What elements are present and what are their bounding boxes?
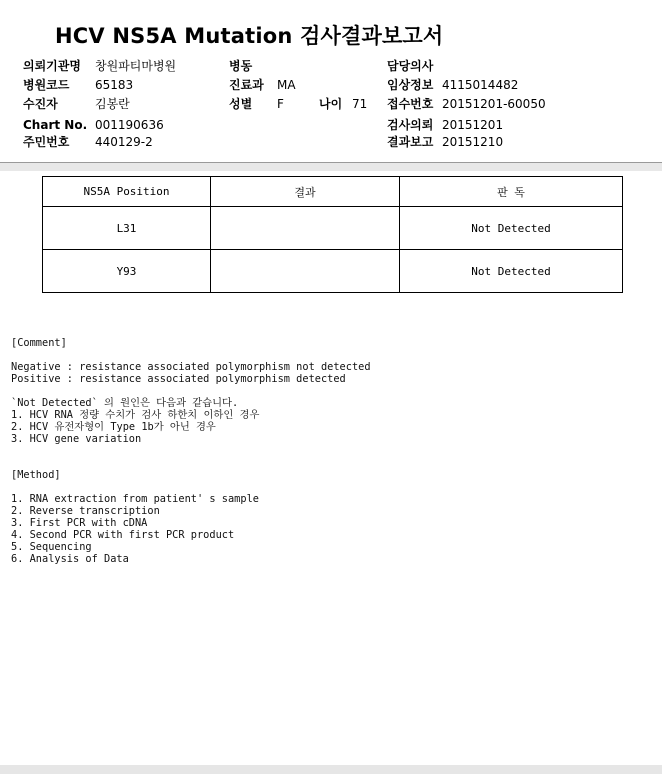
- table-row: [43, 250, 623, 293]
- method-step: 5. Sequencing: [11, 541, 92, 553]
- hospital-value: 창원파티마병원: [95, 59, 177, 73]
- method-step: 2. Reverse transcription: [11, 505, 160, 517]
- resident-no-value: 440129-2: [95, 135, 153, 149]
- dept-label: 진료과: [229, 78, 264, 92]
- reason-line: `Not Detected` 의 원인은 다음과 같습니다.: [11, 397, 239, 409]
- dept-value: MA: [277, 78, 296, 92]
- header-result: 결과: [211, 177, 400, 207]
- comment-heading: [Comment]: [11, 337, 67, 349]
- method-step: 4. Second PCR with first PCR product: [11, 529, 235, 541]
- interpretation-cell: Not Detected: [400, 207, 623, 250]
- examinee-value: 김봉란: [95, 97, 130, 111]
- method-step: 1. RNA extraction from patient' s sample: [11, 493, 259, 505]
- reason-line: 2. HCV 유전자형이 Type 1b가 아닌 경우: [11, 421, 216, 433]
- receipt-no-label: 접수번호: [387, 97, 434, 111]
- report-body: [0, 171, 662, 765]
- page-bottom-edge: [0, 765, 662, 774]
- position-cell: L31: [43, 207, 211, 250]
- ward-label: 병동: [229, 59, 253, 73]
- request-date-value: 20151201: [442, 118, 504, 132]
- clinical-info-value: 4115014482: [442, 78, 519, 92]
- reason-line: 3. HCV gene variation: [11, 433, 142, 445]
- sex-label: 성별: [229, 97, 253, 111]
- receipt-no-value: 20151201-60050: [442, 97, 546, 111]
- report-header: [0, 0, 662, 163]
- result-cell: [211, 250, 400, 293]
- age-label: 나이: [319, 97, 343, 111]
- table-row: [43, 207, 623, 250]
- reason-line: 1. HCV RNA 정량 수치가 검사 하한치 이하인 경우: [11, 409, 260, 421]
- chart-no-label: Chart No.: [23, 118, 88, 132]
- section-divider: [0, 163, 662, 171]
- header-interpretation: 판 독: [400, 177, 623, 207]
- report-title: HCV NS5A Mutation 검사결과보고서: [55, 24, 444, 48]
- chart-no-value: 001190636: [95, 118, 164, 132]
- report-date-label: 결과보고: [387, 135, 434, 149]
- interpretation-cell: Not Detected: [400, 250, 623, 293]
- comment-line: Negative : resistance associated polymorphism not detected: [11, 361, 371, 373]
- hospcode-label: 병원코드: [23, 78, 70, 92]
- examinee-label: 수진자: [23, 97, 58, 111]
- hospital-label: 의뢰기관명: [23, 59, 81, 73]
- doctor-label: 담당의사: [387, 59, 434, 73]
- comment-line: Positive : resistance associated polymorphism detected: [11, 373, 346, 385]
- sex-value: F: [277, 97, 284, 111]
- position-cell: Y93: [43, 250, 211, 293]
- result-cell: [211, 207, 400, 250]
- age-value: 71: [352, 97, 368, 111]
- method-heading: [Method]: [11, 469, 61, 481]
- header-position: NS5A Position: [43, 177, 211, 207]
- results-table-header: [43, 177, 623, 207]
- resident-no-label: 주민번호: [23, 135, 70, 149]
- request-date-label: 검사의뢰: [387, 118, 434, 132]
- hospcode-value: 65183: [95, 78, 134, 92]
- method-step: 3. First PCR with cDNA: [11, 517, 148, 529]
- report-date-value: 20151210: [442, 135, 504, 149]
- results-table: [42, 176, 623, 293]
- clinical-info-label: 임상정보: [387, 78, 434, 92]
- method-step: 6. Analysis of Data: [11, 553, 129, 565]
